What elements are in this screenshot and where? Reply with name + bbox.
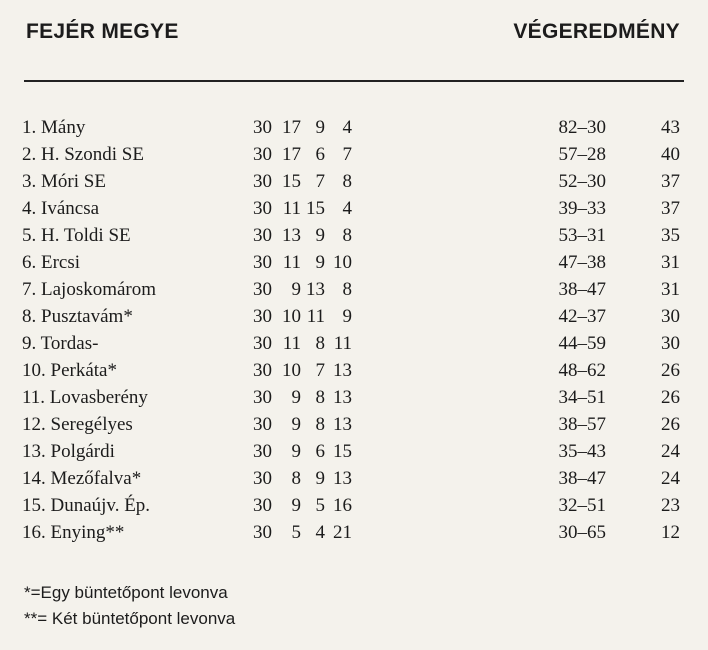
won: 8 [291,468,301,489]
won: 10 [282,360,301,381]
played: 30 [253,522,272,543]
team-name: 9. Tordas- [22,333,99,354]
table-row [0,114,708,141]
played: 30 [253,252,272,273]
drawn: 15 [306,198,325,219]
table-row [0,303,708,330]
played: 30 [253,387,272,408]
points: 31 [661,252,680,273]
points: 23 [661,495,680,516]
drawn: 4 [315,522,325,543]
footnote-two-star: **= Két büntetőpont levonva [24,609,236,628]
goals: 38–47 [558,279,606,300]
table-row [0,168,708,195]
lost: 7 [342,144,352,165]
lost: 13 [333,468,352,489]
played: 30 [253,279,272,300]
won: 17 [282,117,301,138]
footnotes [24,580,235,632]
points: 35 [661,225,680,246]
lost: 13 [333,387,352,408]
team-name: 14. Mezőfalva* [22,468,142,489]
won: 5 [291,522,301,543]
team-name: 5. H. Toldi SE [22,225,131,246]
team-name: 16. Enying** [22,522,125,543]
team-name: 13. Polgárdi [22,441,115,462]
drawn: 6 [315,441,325,462]
team-name: 8. Pusztavám* [22,306,133,327]
standings-table [0,114,708,546]
drawn: 11 [306,306,325,327]
drawn: 9 [315,225,325,246]
played: 30 [253,225,272,246]
team-name: 12. Seregélyes [22,414,133,435]
lost: 21 [333,522,352,543]
goals: 42–37 [558,306,606,327]
lost: 13 [333,360,352,381]
played: 30 [253,198,272,219]
lost: 16 [333,495,352,516]
drawn: 9 [315,468,325,489]
table-row [0,195,708,222]
played: 30 [253,360,272,381]
played: 30 [253,495,272,516]
won: 11 [282,252,301,273]
lost: 11 [333,333,352,354]
points: 43 [661,117,680,138]
team-name: 3. Móri SE [22,171,106,192]
points: 24 [661,468,680,489]
points: 12 [661,522,680,543]
team-name: 2. H. Szondi SE [22,144,144,165]
points: 30 [661,333,680,354]
points: 40 [661,144,680,165]
goals: 39–33 [558,198,606,219]
goals: 53–31 [558,225,606,246]
table-row [0,519,708,546]
points: 26 [661,387,680,408]
played: 30 [253,117,272,138]
lost: 15 [333,441,352,462]
table-row [0,411,708,438]
played: 30 [253,468,272,489]
played: 30 [253,441,272,462]
table-row [0,330,708,357]
played: 30 [253,144,272,165]
goals: 44–59 [558,333,606,354]
drawn: 13 [306,279,325,300]
points: 31 [661,279,680,300]
team-name: 6. Ercsi [22,252,81,273]
table-row [0,384,708,411]
drawn: 9 [315,252,325,273]
lost: 8 [342,225,352,246]
team-name: 4. Iváncsa [22,198,100,219]
won: 9 [291,387,301,408]
lost: 10 [333,252,352,273]
played: 30 [253,414,272,435]
table-row [0,357,708,384]
table-row [0,465,708,492]
county-title: FEJÉR MEGYE [26,20,179,43]
drawn: 7 [315,360,325,381]
won: 9 [291,414,301,435]
goals: 48–62 [558,360,606,381]
points: 37 [661,198,680,219]
header-divider [24,80,684,82]
table-row [0,222,708,249]
points: 24 [661,441,680,462]
lost: 4 [342,117,352,138]
points: 26 [661,360,680,381]
goals: 35–43 [558,441,606,462]
won: 9 [291,279,301,300]
team-name: 15. Dunaújv. Ép. [22,495,151,516]
footnote-one-star: *=Egy büntetőpont levonva [24,583,228,602]
goals: 34–51 [558,387,606,408]
goals: 52–30 [558,171,606,192]
drawn: 6 [315,144,325,165]
drawn: 8 [315,387,325,408]
team-name: 10. Perkáta* [22,360,117,381]
final-results-title: VÉGEREDMÉNY [513,20,680,43]
played: 30 [253,171,272,192]
won: 17 [282,144,301,165]
points: 26 [661,414,680,435]
lost: 8 [342,171,352,192]
team-name: 11. Lovasberény [22,387,148,408]
table-row [0,276,708,303]
played: 30 [253,306,272,327]
won: 10 [282,306,301,327]
goals: 38–57 [558,414,606,435]
drawn: 9 [315,117,325,138]
lost: 13 [333,414,352,435]
drawn: 8 [315,414,325,435]
goals: 47–38 [558,252,606,273]
won: 13 [282,225,301,246]
won: 9 [291,495,301,516]
played: 30 [253,333,272,354]
team-name: 7. Lajoskomárom [22,279,157,300]
goals: 30–65 [558,522,606,543]
lost: 8 [342,279,352,300]
lost: 9 [342,306,352,327]
won: 11 [282,198,301,219]
table-row [0,249,708,276]
lost: 4 [342,198,352,219]
goals: 57–28 [558,144,606,165]
table-row [0,492,708,519]
won: 15 [282,171,301,192]
won: 9 [291,441,301,462]
drawn: 5 [315,495,325,516]
goals: 82–30 [558,117,606,138]
drawn: 8 [315,333,325,354]
drawn: 7 [315,171,325,192]
points: 37 [661,171,680,192]
goals: 32–51 [558,495,606,516]
goals: 38–47 [558,468,606,489]
table-row [0,141,708,168]
points: 30 [661,306,680,327]
team-name: 1. Mány [22,117,86,138]
table-row [0,438,708,465]
won: 11 [282,333,301,354]
